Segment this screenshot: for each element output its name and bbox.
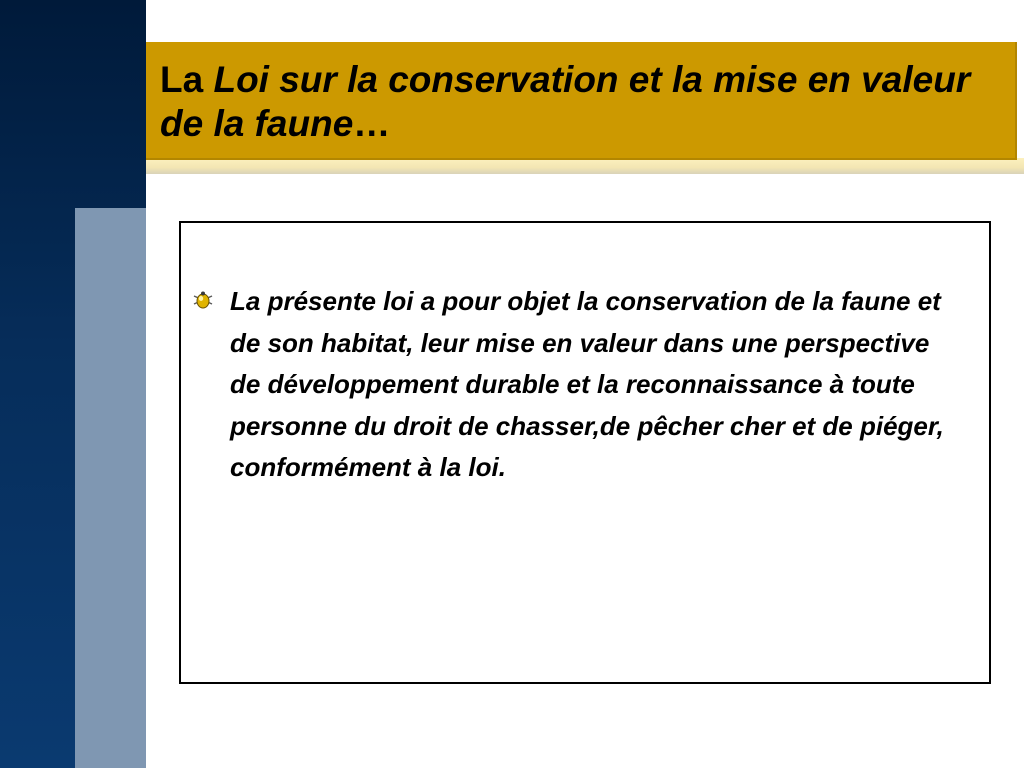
slide-title <box>160 58 1005 146</box>
content-box <box>179 221 991 684</box>
title-prefix: La <box>160 59 214 100</box>
title-bar-shadow <box>146 158 1024 174</box>
bullet-paragraph: La présente loi a pour objet la conservation de la faune et de son habitat, leur mise en valeur dans une perspective de développement durable et la reconnaissance à toute personne du droit de chasser,de pêcher cher et de piéger, conformément à la loi. <box>230 286 944 482</box>
title-law-name: Loi sur la conservation et la mise en valeur de la faune <box>160 59 971 144</box>
left-decorative-strip <box>75 208 146 768</box>
title-ellipsis: … <box>353 103 391 144</box>
title-bar <box>146 42 1017 160</box>
beetle-bullet-icon <box>192 289 214 311</box>
